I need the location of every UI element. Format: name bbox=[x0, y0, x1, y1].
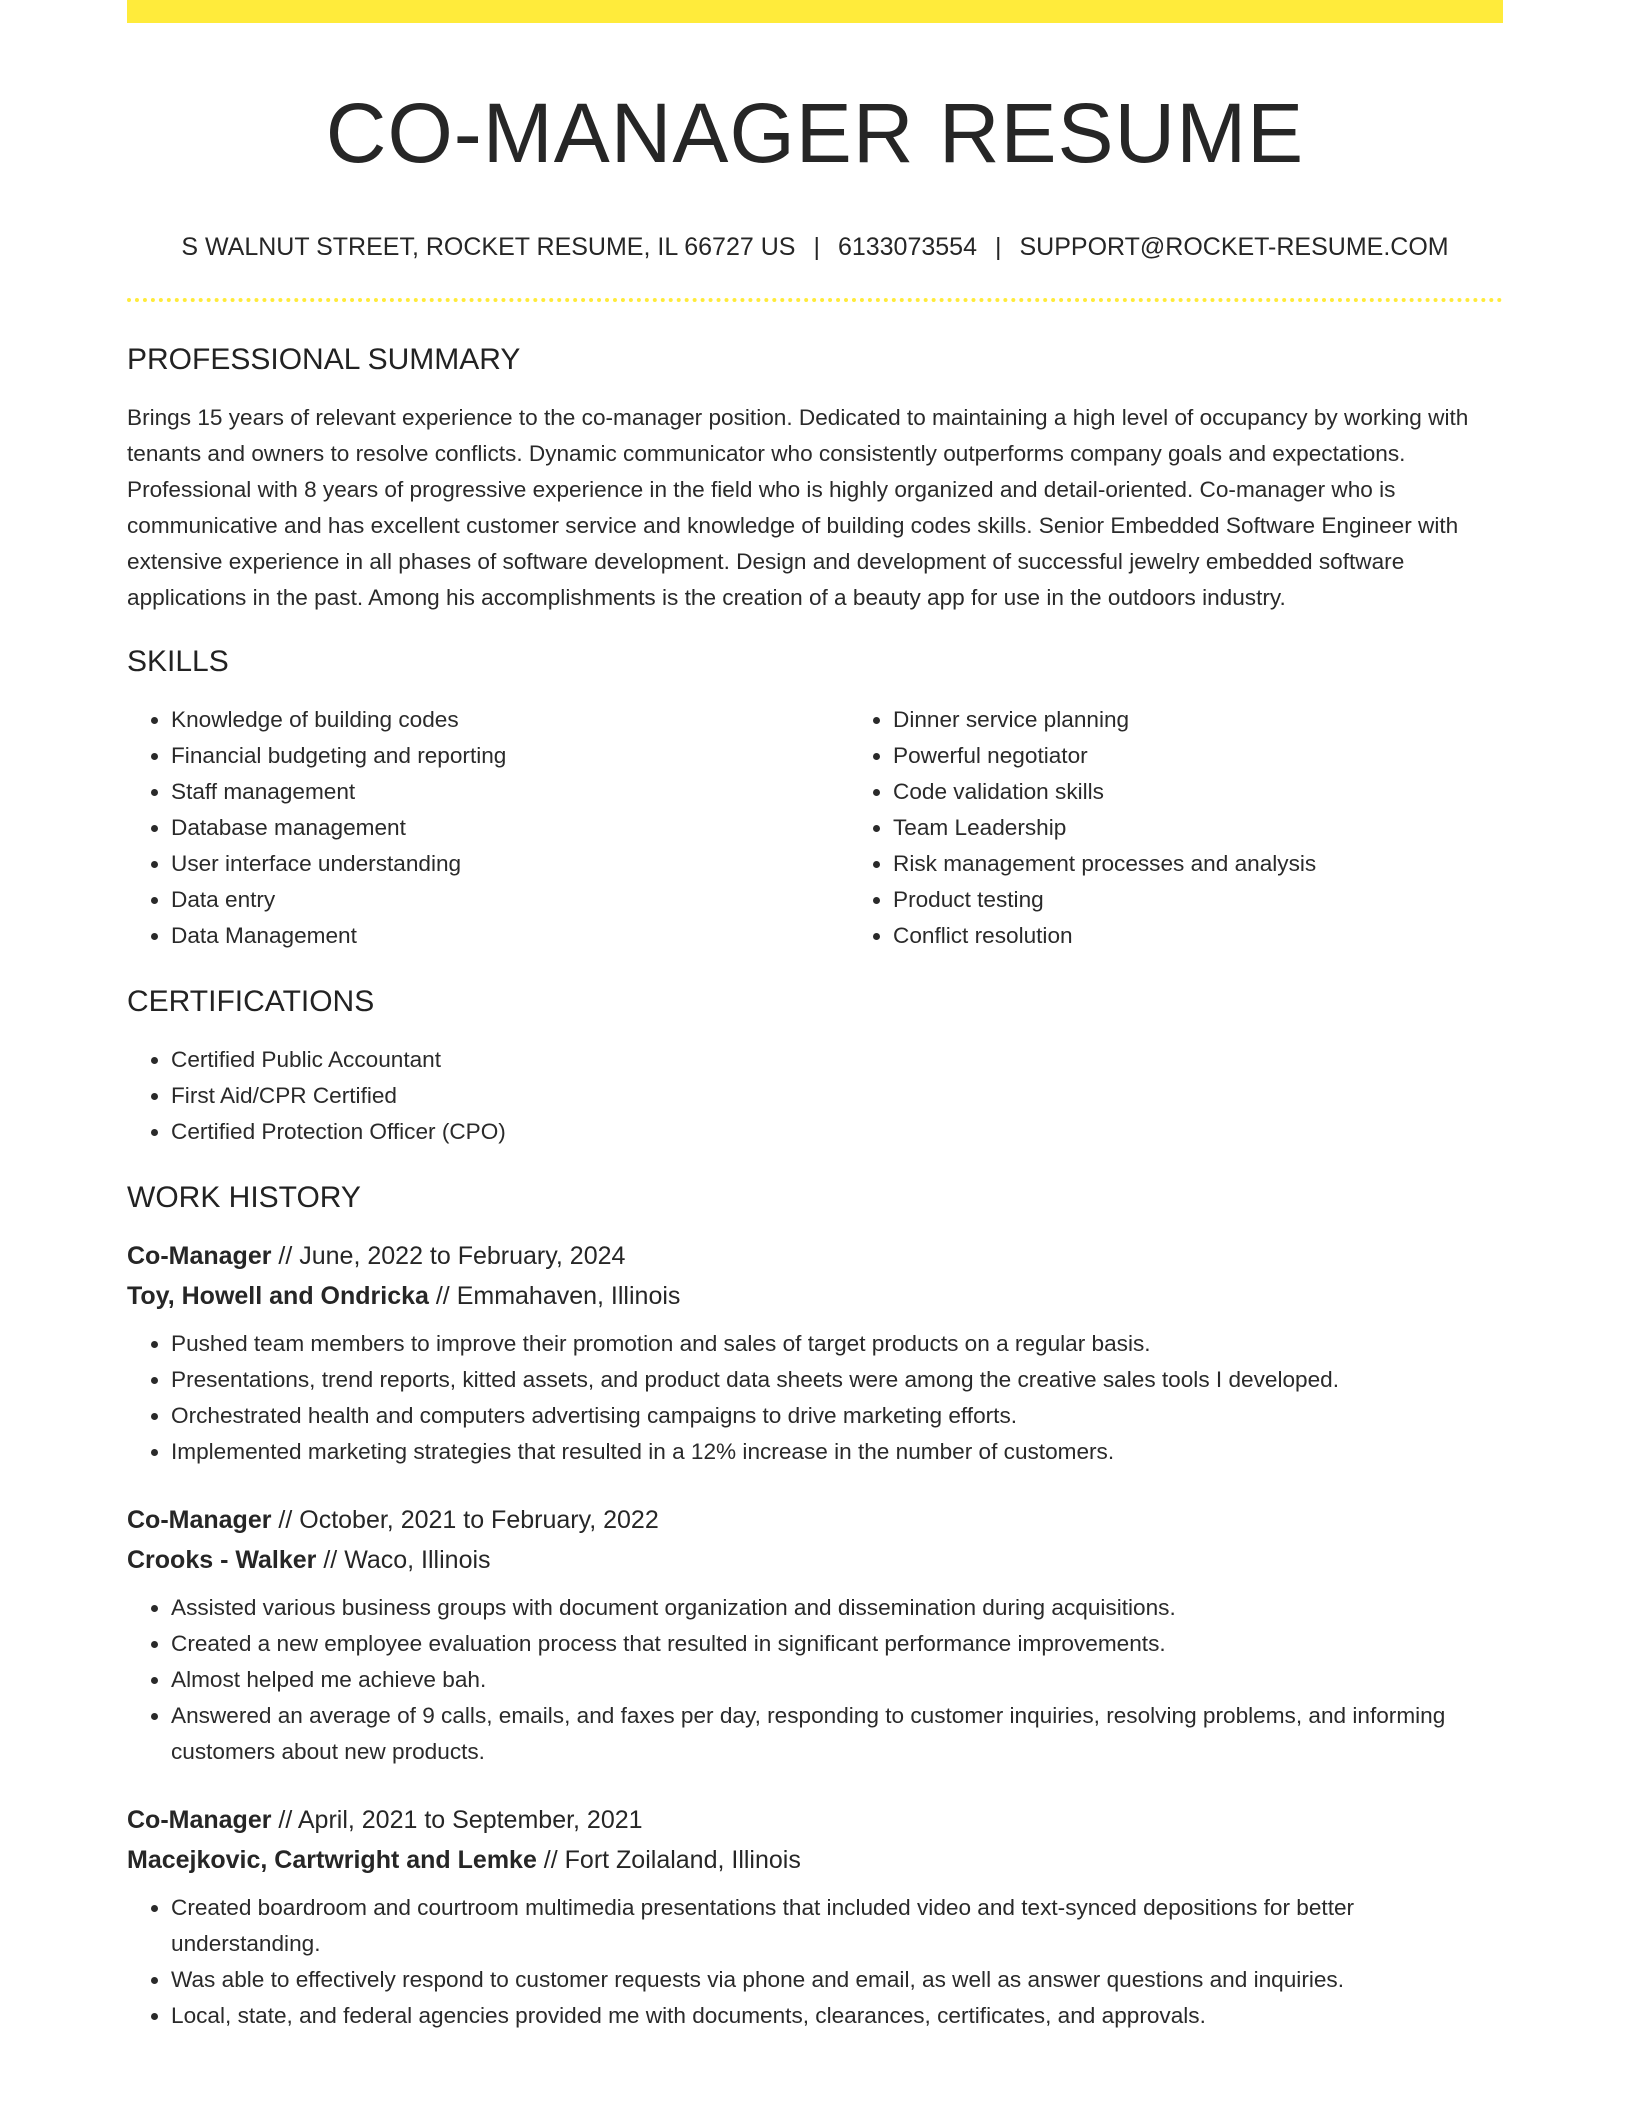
job-company: Toy, Howell and Ondricka bbox=[127, 1281, 429, 1310]
certification-item: • Certified Public Accountant bbox=[171, 1042, 1503, 1078]
section-heading: WORK HISTORY bbox=[127, 1180, 361, 1214]
job-title-line bbox=[127, 1800, 1503, 1840]
summary-text: Brings 15 years of relevant experience to the co-manager position. Dedicated to maintaining a high level of occupancy by working with tenants and owners to resolve conflicts. Dynamic communicator who consistently outperforms company goals and expectations. Professional with 8 years of progressive experience in the field who is highly organized and detail-oriented. Co-manager who is communicative and has excellent customer service and knowledge of building codes skills. Senior Embedded Software Engineer with extensive experience in all phases of software development. Design and development of successful jewelry embedded software applications in the past. Among his accomplishments is the creation of a beauty app for use in the outdoors industry. bbox=[127, 404, 1469, 610]
job-dates: // June, 2022 to February, 2024 bbox=[271, 1241, 626, 1270]
contact-separator: | bbox=[813, 232, 820, 261]
resume-page bbox=[127, 0, 1503, 2034]
job-title-line bbox=[127, 1236, 1503, 1276]
job-bullet: • Pushed team members to improve their promotion and sales of target products on a regular basis. bbox=[171, 1326, 1503, 1362]
job-company-line bbox=[127, 1540, 1503, 1580]
job-bullet: • Local, state, and federal agencies provided me with documents, clearances, certificates, and approvals. bbox=[171, 1998, 1503, 2034]
contact-line bbox=[127, 232, 1503, 262]
skill-item: • Team Leadership bbox=[893, 810, 1571, 846]
job-company-line bbox=[127, 1276, 1503, 1316]
section-heading: SKILLS bbox=[127, 644, 229, 678]
job-bullets bbox=[127, 1890, 1503, 2034]
job-bullet: • Presentations, trend reports, kitted assets, and product data sheets were among the creative sales tools I developed. bbox=[171, 1362, 1503, 1398]
skill-item: • Powerful negotiator bbox=[893, 738, 1571, 774]
skill-item: • Staff management bbox=[171, 774, 849, 810]
job-bullet: • Created boardroom and courtroom multimedia presentations that included video and text-synced depositions for better understanding. bbox=[171, 1890, 1503, 1962]
job-location: // Waco, Illinois bbox=[316, 1545, 491, 1574]
job-bullet: • Created a new employee evaluation process that resulted in significant performance improvements. bbox=[171, 1626, 1503, 1662]
certification-item: • Certified Protection Officer (CPO) bbox=[171, 1114, 1503, 1150]
skill-item: • Knowledge of building codes bbox=[171, 702, 849, 738]
resume-title: CO-MANAGER RESUME bbox=[325, 86, 1305, 180]
skill-item: • Dinner service planning bbox=[893, 702, 1571, 738]
certifications-section bbox=[127, 984, 1503, 1150]
skill-item: • User interface understanding bbox=[171, 846, 849, 882]
professional-summary-section bbox=[127, 342, 1503, 616]
job-bullet: • Almost helped me achieve bah. bbox=[171, 1662, 1503, 1698]
skill-item: • Conflict resolution bbox=[893, 918, 1571, 954]
contact-phone: 6133073554 bbox=[837, 232, 977, 261]
skill-item: • Data entry bbox=[171, 882, 849, 918]
job-title-line bbox=[127, 1500, 1503, 1540]
skill-item: • Financial budgeting and reporting bbox=[171, 738, 849, 774]
job-bullet: • Assisted various business groups with document organization and dissemination during acquisitions. bbox=[171, 1590, 1503, 1626]
skills-columns bbox=[127, 702, 1503, 954]
job-entry bbox=[127, 1800, 1503, 2034]
job-dates: // April, 2021 to September, 2021 bbox=[271, 1805, 643, 1834]
contact-email: SUPPORT@ROCKET-RESUME.COM bbox=[1019, 232, 1449, 261]
job-bullet: • Orchestrated health and computers advertising campaigns to drive marketing efforts. bbox=[171, 1398, 1503, 1434]
job-title: Co-Manager bbox=[127, 1241, 272, 1270]
section-heading: CERTIFICATIONS bbox=[127, 984, 375, 1018]
top-accent-bar bbox=[127, 0, 1503, 23]
skill-item: • Risk management processes and analysis bbox=[893, 846, 1571, 882]
skills-list-left bbox=[127, 702, 849, 954]
job-company: Macejkovic, Cartwright and Lemke bbox=[127, 1845, 537, 1874]
job-dates: // October, 2021 to February, 2022 bbox=[271, 1505, 659, 1534]
job-company: Crooks - Walker bbox=[127, 1545, 317, 1574]
job-bullets bbox=[127, 1326, 1503, 1470]
skills-section bbox=[127, 644, 1503, 954]
job-location: // Emmahaven, Illinois bbox=[428, 1281, 681, 1310]
job-entry bbox=[127, 1236, 1503, 1470]
skill-item: • Code validation skills bbox=[893, 774, 1571, 810]
work-history-section bbox=[127, 1180, 1503, 2034]
job-company-line bbox=[127, 1840, 1503, 1880]
job-bullets bbox=[127, 1590, 1503, 1770]
contact-separator: | bbox=[994, 232, 1002, 261]
job-title: Co-Manager bbox=[127, 1805, 272, 1834]
dotted-divider bbox=[127, 298, 1503, 302]
skill-item: • Product testing bbox=[893, 882, 1571, 918]
job-bullet: • Was able to effectively respond to customer requests via phone and email, as well as answer questions and inquiries. bbox=[171, 1962, 1503, 1998]
job-entry bbox=[127, 1500, 1503, 1770]
job-title: Co-Manager bbox=[127, 1505, 272, 1534]
skills-list-right bbox=[849, 702, 1571, 954]
job-bullet: • Implemented marketing strategies that resulted in a 12% increase in the number of customers. bbox=[171, 1434, 1503, 1470]
job-bullet: • Answered an average of 9 calls, emails, and faxes per day, responding to customer inquiries, resolving problems, and informing customers about new products. bbox=[171, 1698, 1503, 1770]
job-location: // Fort Zoilaland, Illinois bbox=[536, 1845, 801, 1874]
contact-address: S WALNUT STREET, ROCKET RESUME, IL 66727 US bbox=[181, 232, 796, 261]
skill-item: • Data Management bbox=[171, 918, 849, 954]
skill-item: • Database management bbox=[171, 810, 849, 846]
section-heading: PROFESSIONAL SUMMARY bbox=[127, 342, 521, 376]
certification-item: • First Aid/CPR Certified bbox=[171, 1078, 1503, 1114]
certifications-list bbox=[127, 1042, 1503, 1150]
